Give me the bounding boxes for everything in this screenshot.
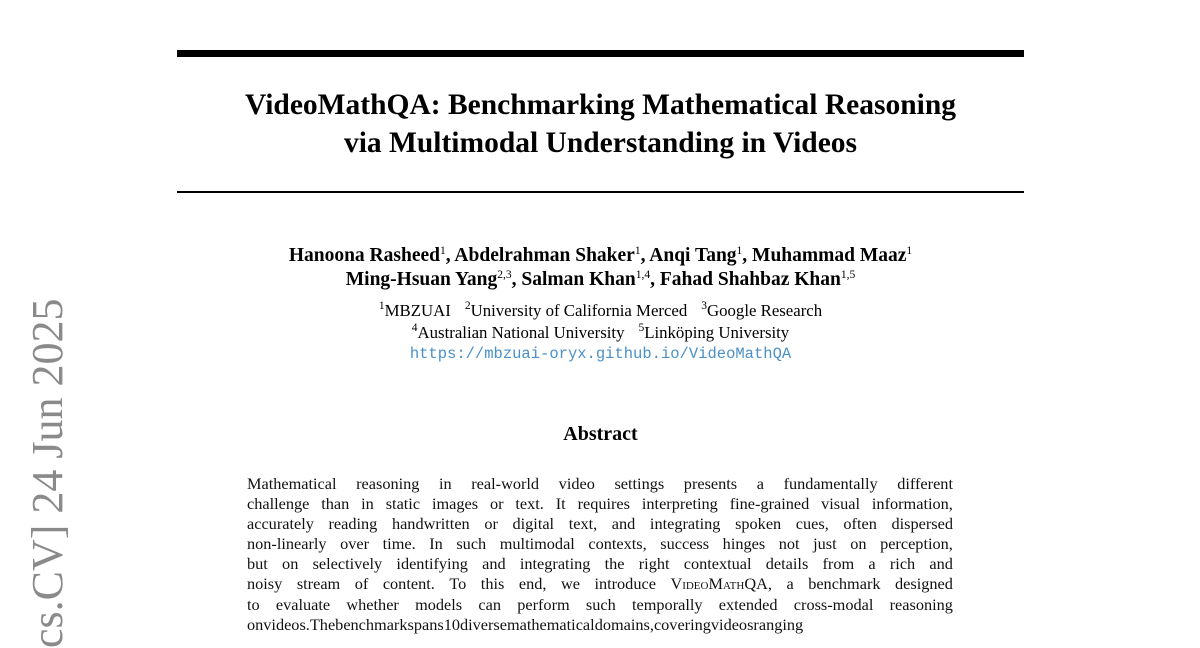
affiliation: Australian National University <box>417 323 625 342</box>
author-name: Hanoona Rasheed <box>288 245 440 266</box>
author-affil-sup: 1,5 <box>840 269 856 281</box>
author-name: Abdelrahman Shaker <box>454 245 635 266</box>
author-affil-sup: 1 <box>439 245 446 257</box>
abstract-line: to evaluate whether models can perform such temporally extended cross-modal reasoning <box>247 594 953 614</box>
affiliations <box>177 300 1024 344</box>
author-affil-sup: 1 <box>634 245 641 257</box>
author-affil-sup: 1,4 <box>635 269 651 281</box>
abstract-body <box>247 474 953 635</box>
abstract-line: but on selectively identifying and integrating the right contextual details from a rich and <box>247 554 953 574</box>
affiliation: University of California Merced <box>470 301 688 320</box>
abstract-line: accurately reading handwritten or digital text, and integrating spoken cues, often dispersed <box>247 514 953 534</box>
arxiv-side-label: cs.CV] 24 Jun 2025 <box>23 298 72 648</box>
author-name: Fahad Shahbaz Khan <box>659 269 841 290</box>
affiliation-line-1: $^1$MBZUAI $^2$University of California Merced $^3$Google Research <box>378 300 823 320</box>
abstract-line: noisy stream of content. To this end, we introduce VideoMathQA, a benchmark designed <box>247 574 953 594</box>
author-name: Anqi Tang <box>649 245 737 266</box>
author-name: Ming-Hsuan Yang <box>345 269 498 290</box>
affiliation: Google Research <box>707 301 823 320</box>
title-rule <box>177 191 1024 193</box>
author-name: Salman Khan <box>521 269 636 290</box>
abstract-line: challenge than in static images or text. It requires interpreting fine-grained visual information, <box>247 494 953 514</box>
abstract-line: Mathematical reasoning in real-world video settings presents a fundamentally different <box>247 474 953 493</box>
author-list <box>177 244 1024 292</box>
author-affil-sup: 1 <box>736 245 743 257</box>
affiliation: MBZUAI <box>384 301 451 320</box>
paper-title <box>177 86 1024 162</box>
title-line-1: VideoMathQA: Benchmarking Mathematical Reasoning <box>245 89 956 121</box>
author-affil-sup: 2,3 <box>497 269 512 281</box>
author-line-1: Hanoona Rasheed$^1$, Abdelrahman Shaker$^1$, Anqi Tang$^1$, Muhammad Maaz$^1$ <box>288 245 913 266</box>
abstract-line: non-linearly over time. In such multimodal contexts, success hinges not just on perception, <box>247 534 953 554</box>
abstract-line: on videos. The benchmark spans 10 diverse mathematical domains, covering videos ranging <box>247 614 804 634</box>
project-url-link[interactable]: https://mbzuai-oryx.github.io/VideoMathQA <box>409 345 792 363</box>
author-affil-sup: 1 <box>906 245 913 257</box>
top-rule <box>177 50 1024 57</box>
author-name: Muhammad Maaz <box>752 245 907 266</box>
title-line-2: via Multimodal Understanding in Videos <box>343 127 858 159</box>
author-line-2: Ming-Hsuan Yang$^{2,3}$, Salman Khan$^{1,4}$, Fahad Shahbaz Khan$^{1,5}$ <box>345 269 856 290</box>
affiliation-line-2: $^4$Australian National University $^5$Linköping University <box>411 322 790 342</box>
affiliation: Linköping University <box>644 323 790 342</box>
abstract-heading: Abstract <box>563 423 638 445</box>
